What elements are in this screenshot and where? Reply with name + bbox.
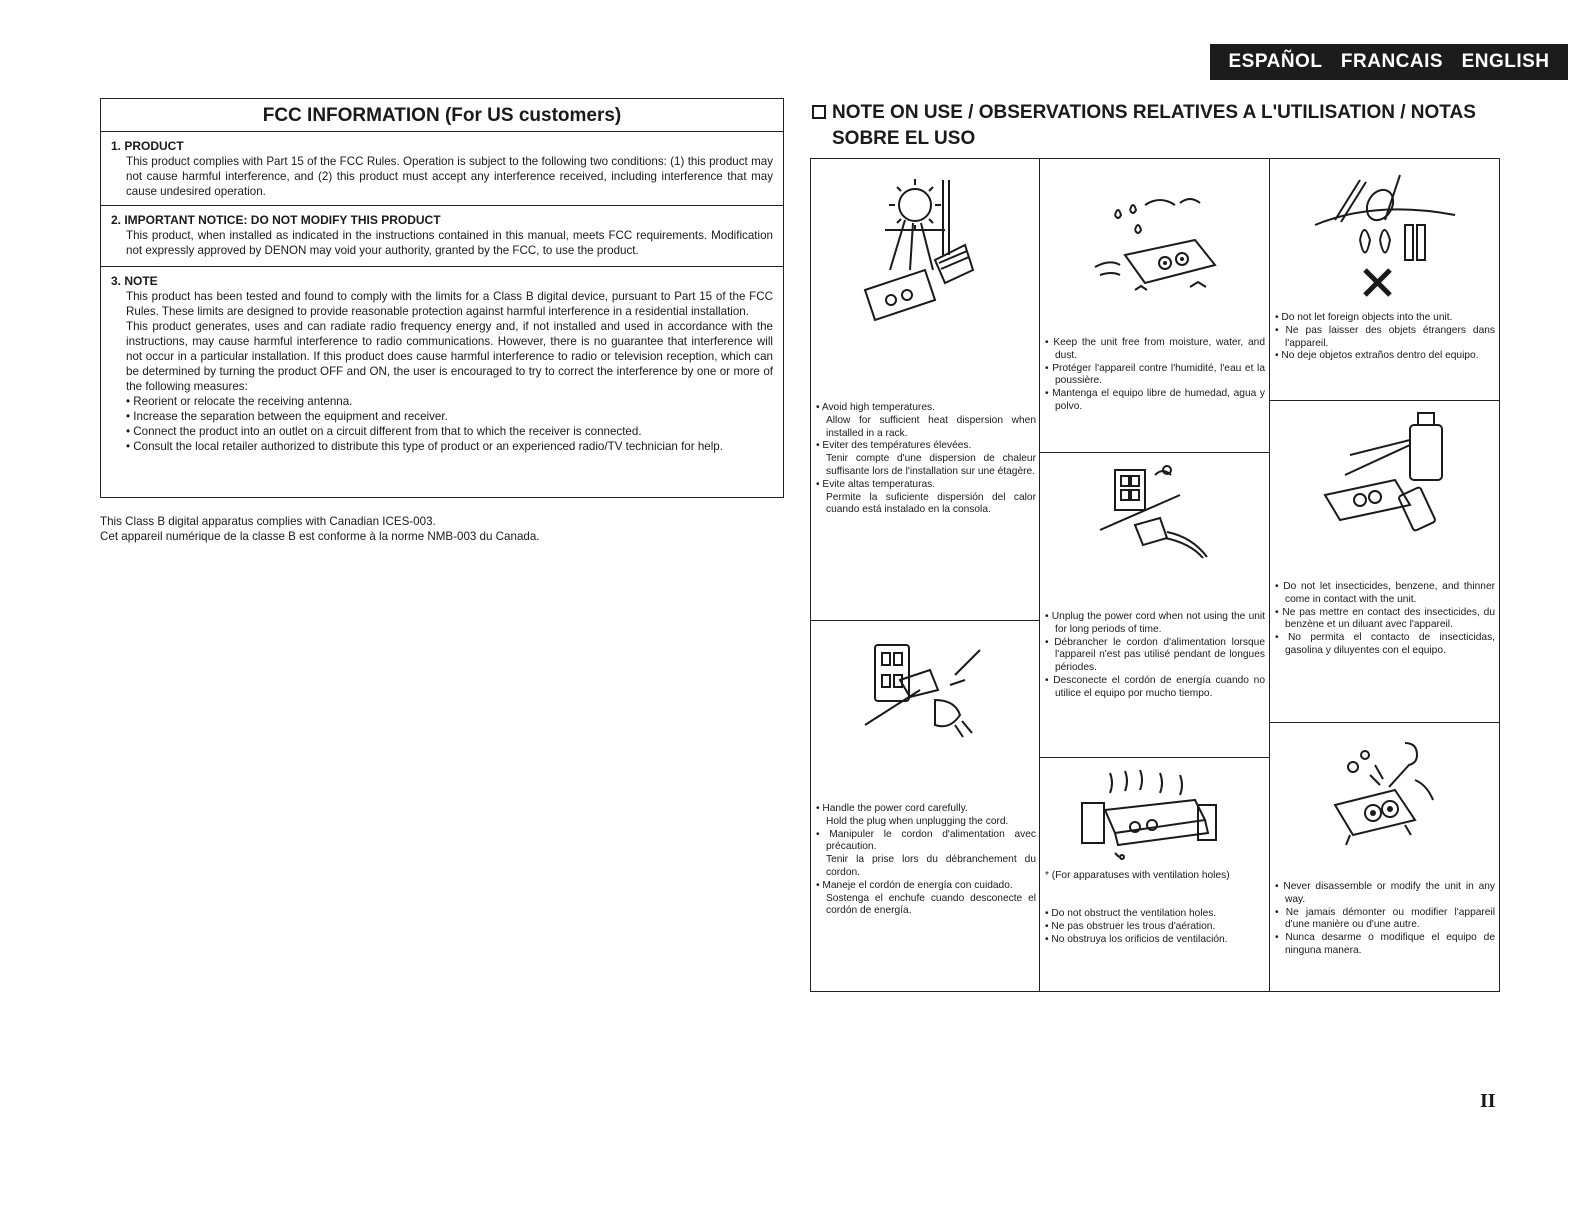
ventilation-unit-icon (1080, 765, 1220, 865)
canada-line-fr: Cet appareil numérique de la classe B est conforme à la norme NMB-003 du Canada. (100, 530, 540, 543)
grid-divider (810, 620, 1040, 621)
note-foreign-objects: • Do not let foreign objects into the unit. • Ne pas laisser des objets étrangers dans l'appareil. • No deje objetos extraños dentro del equipo. (1275, 312, 1495, 363)
fcc-section-body: This product complies with Part 15 of the FCC Rules. Operation is subject to the following two conditions: (1) this product may not cause harmful interference, and (2) this product must accept any interference received, including interference that may cause undesired operation. (126, 155, 773, 198)
fcc-section-body-2: This product generates, uses and can radiate radio frequency energy and, if not installed and used in accordance with the instructions, may cause harmful interference to radio communications. However, there is no guarantee that interference will not occur in a particular installation. If this product does cause harmful interference to radio or television reception, which can be determined by turning the product OFF and ON, the user is encouraged to try to correct the interference by one or more of the following measures: (126, 320, 773, 393)
foreign-objects-icon (1305, 170, 1465, 300)
fcc-section-product (101, 132, 783, 206)
sun-heat-icon (855, 175, 975, 325)
fcc-information-box (100, 98, 784, 498)
grid-divider (1269, 400, 1500, 401)
list-item: • Increase the separation between the equipment and receiver. (126, 409, 773, 424)
grid-divider (1039, 452, 1270, 453)
fcc-title: FCC INFORMATION (For US customers) (101, 99, 783, 132)
disassemble-tools-icon (1325, 735, 1445, 855)
lang-francais: FRANCAIS (1340, 51, 1444, 72)
lang-espanol: ESPAÑOL (1228, 51, 1323, 72)
fcc-section-heading: 1. PRODUCT (111, 139, 184, 153)
note-power-cord: • Handle the power cord carefully. Hold the plug when unplugging the cord. • Manipuler le cordon d'alimentation avec précaution. Tenir la prise lors du débranchement du cordon. • Maneje el cordón de energía con cuidado. Sostenga el enchufe cuando desconecte el cordón de energía. (816, 803, 1036, 918)
unplug-power-cord-icon (1095, 460, 1215, 560)
notes-title-line1: NOTE ON USE / OBSERVATIONS RELATIVES A L'UTILISATION / NOTAS (832, 102, 1476, 123)
moisture-water-icon (1085, 175, 1235, 305)
fcc-section-body: This product has been tested and found to comply with the limits for a Class B digital device, pursuant to Part 15 of the FCC Rules. These limits are designed to provide reasonable protection against harmful interference in a residential installation. (126, 290, 773, 318)
lang-english: ENGLISH (1461, 51, 1550, 72)
fcc-section-heading: 2. IMPORTANT NOTICE: DO NOT MODIFY THIS PRODUCT (111, 213, 441, 227)
note-ventilation-footnote: * (For apparatuses with ventilation holes) (1045, 870, 1230, 881)
canada-line-en: This Class B digital apparatus complies with Canadian ICES-003. (100, 515, 436, 528)
insecticide-spray-icon (1310, 405, 1460, 535)
fcc-section-heading: 3. NOTE (111, 274, 158, 288)
note-insecticide: • Do not let insecticides, benzene, and thinner come in contact with the unit. • Ne pas mettre en contact des insecticides, du benzène et un diluant avec l'appareil. • No permita el contacto de insecticidas, gasolina y diluyentes con el equipo. (1275, 581, 1495, 658)
canada-compliance (100, 514, 540, 544)
checkbox-square-icon (812, 105, 826, 119)
grid-divider (1269, 722, 1500, 723)
grid-divider (1039, 757, 1270, 758)
grid-divider (1039, 158, 1040, 992)
fcc-section-notice (101, 206, 783, 267)
notes-title (812, 100, 1502, 152)
fcc-section-note (101, 267, 783, 460)
fcc-measures-list (111, 394, 773, 454)
list-item: • Consult the local retailer authorized to distribute this type of product or an experienced radio/TV technician for help. (126, 439, 773, 454)
language-bar (1210, 44, 1568, 80)
note-moisture: • Keep the unit free from moisture, water, and dust. • Protéger l'appareil contre l'humidité, l'eau et la poussière. • Mantenga el equipo libre de humedad, agua y polvo. (1045, 337, 1265, 414)
note-temperature: • Avoid high temperatures. Allow for sufficient heat dispersion when installed in a rack. • Eviter des températures élevées. Tenir compte d'une dispersion de chaleur suffisante lors de l'installation sur une étagère. • Evite altas temperaturas. Permite la suficiente dispersión del calor cuando está instalado en la consola. (816, 402, 1036, 517)
list-item: • Reorient or relocate the receiving antenna. (126, 394, 773, 409)
note-ventilation: • Do not obstruct the ventilation holes. • Ne pas obstruer les trous d'aération. • No obstruya los orificios de ventilación. (1045, 908, 1265, 946)
notes-title-line2: SOBRE EL USO (832, 128, 976, 149)
grid-divider (1269, 158, 1270, 992)
power-outlet-hand-icon (860, 635, 990, 745)
fcc-section-body: This product, when installed as indicated in the instructions contained in this manual, meets FCC requirements. Modification not expressly approved by DENON may void your authority, granted by the FCC, to use the product. (126, 229, 773, 257)
page-number: II (1480, 1090, 1496, 1112)
note-disassemble: • Never disassemble or modify the unit in any way. • Ne jamais démonter ou modifier l'appareil d'une manière ou d'une autre. • Nunca desarme o modifique el equipo de ninguna manera. (1275, 881, 1495, 958)
note-unplug: • Unplug the power cord when not using the unit for long periods of time. • Débrancher le cordon d'alimentation lorsque l'appareil n'est pas utilisé pendant de longues périodes. • Desconecte el cordón de energía cuando no utilice el equipo por mucho tiempo. (1045, 611, 1265, 701)
list-item: • Connect the product into an outlet on a circuit different from that to which the receiver is connected. (126, 424, 773, 439)
